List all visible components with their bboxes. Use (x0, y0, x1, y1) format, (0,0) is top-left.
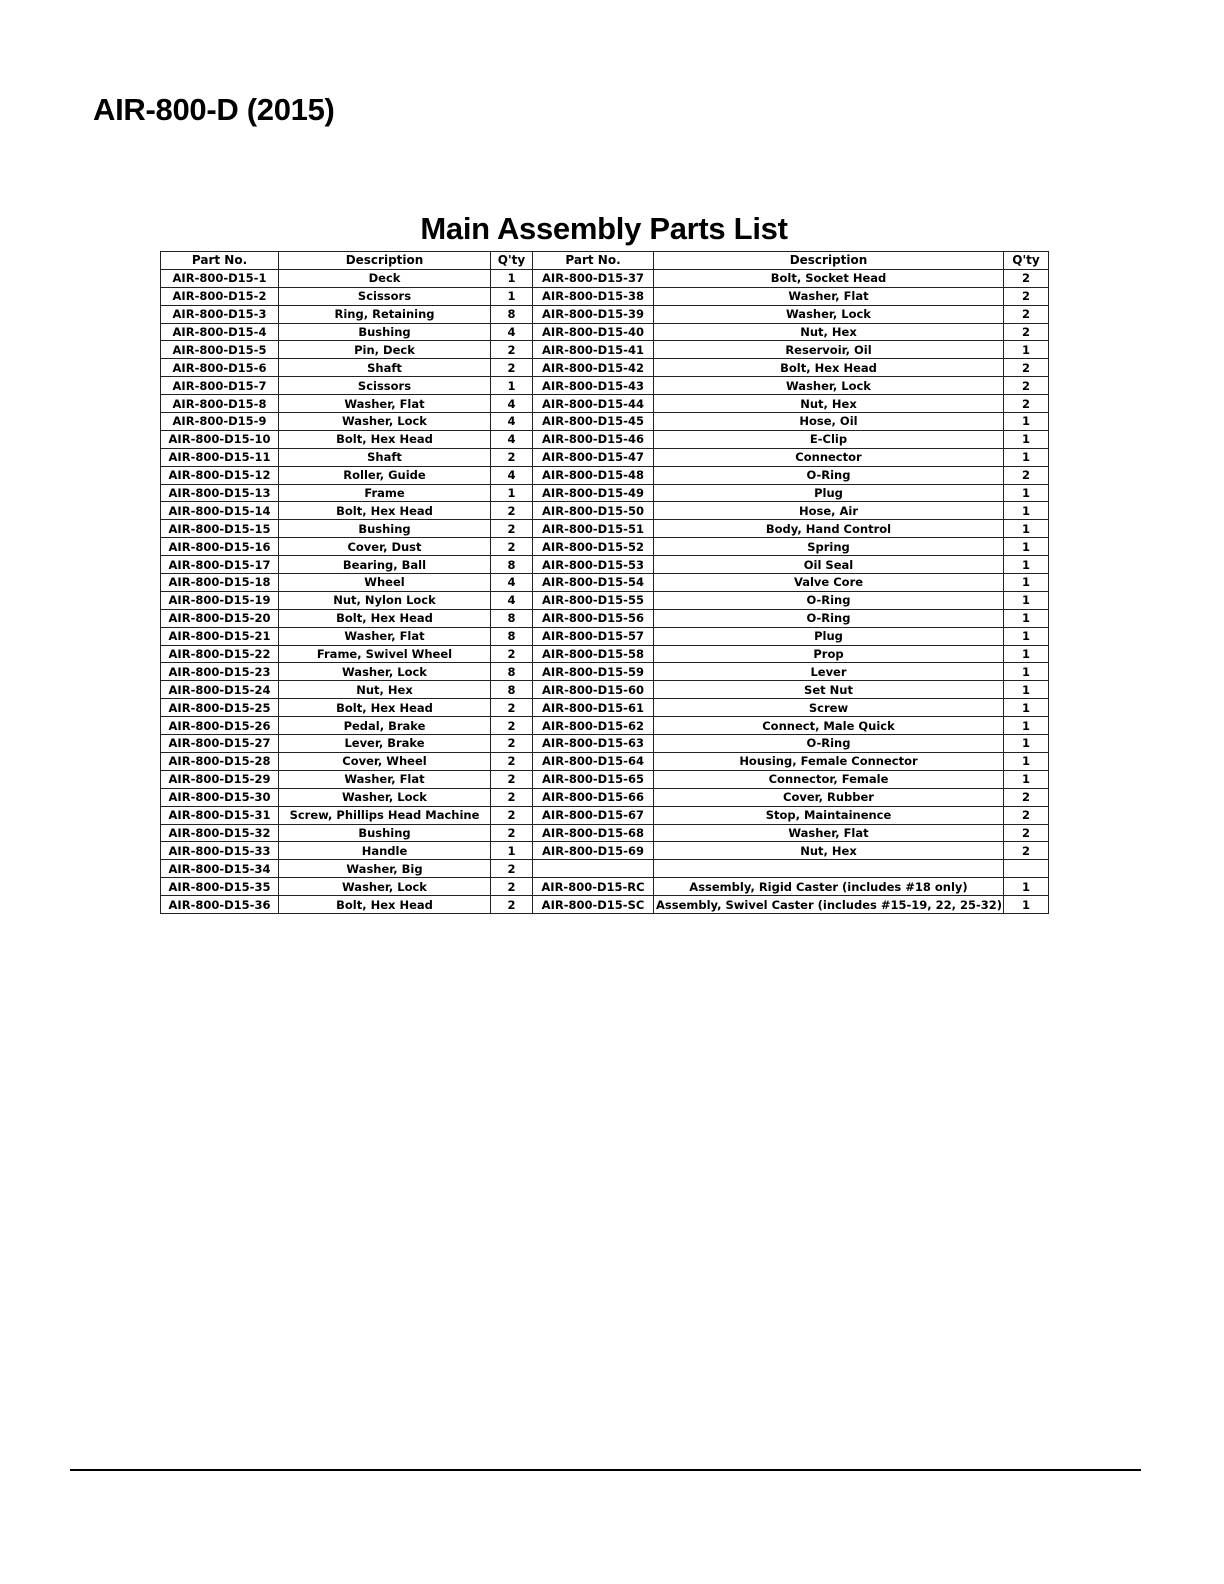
part-number-cell: AIR-800-D15-61 (533, 699, 654, 717)
quantity-cell: 1 (1004, 430, 1049, 448)
part-number-cell: AIR-800-D15-SC (533, 896, 654, 914)
quantity-cell: 2 (1004, 788, 1049, 806)
quantity-cell: 1 (1004, 717, 1049, 735)
description-cell: Oil Seal (654, 556, 1004, 574)
quantity-cell: 2 (1004, 305, 1049, 323)
description-cell: Nut, Hex (279, 681, 491, 699)
part-number-cell: AIR-800-D15-35 (161, 878, 279, 896)
table-row (161, 502, 1049, 520)
quantity-cell: 8 (491, 681, 533, 699)
quantity-cell: 2 (491, 699, 533, 717)
quantity-cell: 4 (491, 591, 533, 609)
header-description-2: Description (654, 252, 1004, 270)
quantity-cell: 1 (1004, 609, 1049, 627)
description-cell: Bushing (279, 824, 491, 842)
quantity-cell: 2 (1004, 287, 1049, 305)
description-cell: Scissors (279, 287, 491, 305)
description-cell: Spring (654, 538, 1004, 556)
description-cell: Valve Core (654, 574, 1004, 592)
description-cell: Plug (654, 627, 1004, 645)
part-number-cell: AIR-800-D15-2 (161, 287, 279, 305)
part-number-cell: AIR-800-D15-51 (533, 520, 654, 538)
description-cell: O-Ring (654, 591, 1004, 609)
quantity-cell: 1 (1004, 699, 1049, 717)
part-number-cell: AIR-800-D15-4 (161, 323, 279, 341)
description-cell: Frame, Swivel Wheel (279, 645, 491, 663)
part-number-cell: AIR-800-D15-68 (533, 824, 654, 842)
table-row (161, 717, 1049, 735)
table-row (161, 824, 1049, 842)
quantity-cell: 2 (491, 878, 533, 896)
quantity-cell: 1 (1004, 627, 1049, 645)
quantity-cell: 2 (1004, 466, 1049, 484)
quantity-cell: 2 (491, 717, 533, 735)
description-cell: Connector (654, 448, 1004, 466)
quantity-cell: 4 (491, 574, 533, 592)
description-cell (654, 860, 1004, 878)
description-cell: Lever (654, 663, 1004, 681)
part-number-cell: AIR-800-D15-40 (533, 323, 654, 341)
table-row (161, 484, 1049, 502)
quantity-cell: 2 (491, 502, 533, 520)
header-part-no-2: Part No. (533, 252, 654, 270)
description-cell: Assembly, Rigid Caster (includes #18 only) (654, 878, 1004, 896)
description-cell: Wheel (279, 574, 491, 592)
description-cell: O-Ring (654, 466, 1004, 484)
description-cell: Nut, Hex (654, 323, 1004, 341)
part-number-cell: AIR-800-D15-12 (161, 466, 279, 484)
table-row (161, 341, 1049, 359)
part-number-cell: AIR-800-D15-55 (533, 591, 654, 609)
table-row (161, 699, 1049, 717)
description-cell: Washer, Lock (279, 788, 491, 806)
quantity-cell: 2 (1004, 323, 1049, 341)
part-number-cell: AIR-800-D15-16 (161, 538, 279, 556)
part-number-cell: AIR-800-D15-44 (533, 395, 654, 413)
quantity-cell: 1 (1004, 752, 1049, 770)
description-cell: Washer, Flat (654, 287, 1004, 305)
description-cell: Nut, Hex (654, 842, 1004, 860)
table-row (161, 269, 1049, 287)
description-cell: Bolt, Socket Head (654, 269, 1004, 287)
quantity-cell: 4 (491, 395, 533, 413)
table-row (161, 806, 1049, 824)
description-cell: Stop, Maintainence (654, 806, 1004, 824)
table-row (161, 448, 1049, 466)
quantity-cell: 2 (491, 645, 533, 663)
description-cell: Housing, Female Connector (654, 752, 1004, 770)
quantity-cell: 1 (1004, 413, 1049, 431)
description-cell: Washer, Flat (279, 627, 491, 645)
part-number-cell: AIR-800-D15-28 (161, 752, 279, 770)
description-cell: Lever, Brake (279, 735, 491, 753)
description-cell: Body, Hand Control (654, 520, 1004, 538)
part-number-cell: AIR-800-D15-25 (161, 699, 279, 717)
part-number-cell: AIR-800-D15-9 (161, 413, 279, 431)
table-row (161, 323, 1049, 341)
parts-table (160, 251, 1049, 914)
part-number-cell: AIR-800-D15-31 (161, 806, 279, 824)
part-number-cell: AIR-800-D15-10 (161, 430, 279, 448)
quantity-cell: 2 (1004, 824, 1049, 842)
part-number-cell: AIR-800-D15-63 (533, 735, 654, 753)
part-number-cell: AIR-800-D15-57 (533, 627, 654, 645)
quantity-cell: 1 (491, 269, 533, 287)
quantity-cell: 1 (1004, 645, 1049, 663)
quantity-cell: 8 (491, 663, 533, 681)
description-cell: Reservoir, Oil (654, 341, 1004, 359)
description-cell: Ring, Retaining (279, 305, 491, 323)
part-number-cell: AIR-800-D15-13 (161, 484, 279, 502)
quantity-cell: 1 (1004, 770, 1049, 788)
quantity-cell: 2 (491, 752, 533, 770)
quantity-cell: 8 (491, 305, 533, 323)
description-cell: Scissors (279, 377, 491, 395)
part-number-cell: AIR-800-D15-69 (533, 842, 654, 860)
quantity-cell: 1 (1004, 896, 1049, 914)
quantity-cell: 1 (1004, 556, 1049, 574)
description-cell: Bolt, Hex Head (279, 502, 491, 520)
description-cell: Washer, Lock (279, 663, 491, 681)
table-row (161, 645, 1049, 663)
description-cell: Shaft (279, 359, 491, 377)
header-qty-2: Q'ty (1004, 252, 1049, 270)
table-row (161, 430, 1049, 448)
parts-table-body (161, 269, 1049, 913)
description-cell: O-Ring (654, 735, 1004, 753)
description-cell: E-Clip (654, 430, 1004, 448)
description-cell: Washer, Flat (279, 395, 491, 413)
part-number-cell: AIR-800-D15-59 (533, 663, 654, 681)
table-row (161, 681, 1049, 699)
table-row (161, 305, 1049, 323)
part-number-cell: AIR-800-D15-37 (533, 269, 654, 287)
description-cell: Screw, Phillips Head Machine (279, 806, 491, 824)
quantity-cell: 4 (491, 413, 533, 431)
quantity-cell: 8 (491, 609, 533, 627)
description-cell: Shaft (279, 448, 491, 466)
table-row (161, 842, 1049, 860)
part-number-cell: AIR-800-D15-22 (161, 645, 279, 663)
table-row (161, 591, 1049, 609)
table-row (161, 359, 1049, 377)
part-number-cell: AIR-800-D15-8 (161, 395, 279, 413)
part-number-cell: AIR-800-D15-18 (161, 574, 279, 592)
part-number-cell: AIR-800-D15-RC (533, 878, 654, 896)
part-number-cell: AIR-800-D15-62 (533, 717, 654, 735)
part-number-cell: AIR-800-D15-36 (161, 896, 279, 914)
description-cell: Washer, Lock (654, 305, 1004, 323)
table-row (161, 735, 1049, 753)
quantity-cell: 1 (491, 842, 533, 860)
part-number-cell: AIR-800-D15-29 (161, 770, 279, 788)
description-cell: Cover, Wheel (279, 752, 491, 770)
description-cell: Cover, Rubber (654, 788, 1004, 806)
description-cell: Washer, Flat (279, 770, 491, 788)
part-number-cell: AIR-800-D15-11 (161, 448, 279, 466)
quantity-cell: 1 (1004, 341, 1049, 359)
description-cell: Bolt, Hex Head (279, 430, 491, 448)
description-cell: Bushing (279, 323, 491, 341)
quantity-cell: 2 (491, 735, 533, 753)
header-qty: Q'ty (491, 252, 533, 270)
part-number-cell: AIR-800-D15-60 (533, 681, 654, 699)
part-number-cell: AIR-800-D15-41 (533, 341, 654, 359)
quantity-cell: 4 (491, 466, 533, 484)
part-number-cell: AIR-800-D15-21 (161, 627, 279, 645)
part-number-cell: AIR-800-D15-24 (161, 681, 279, 699)
description-cell: Washer, Lock (654, 377, 1004, 395)
table-row (161, 556, 1049, 574)
table-row (161, 860, 1049, 878)
table-row (161, 788, 1049, 806)
part-number-cell: AIR-800-D15-15 (161, 520, 279, 538)
table-row (161, 466, 1049, 484)
description-cell: O-Ring (654, 609, 1004, 627)
description-cell: Prop (654, 645, 1004, 663)
part-number-cell: AIR-800-D15-52 (533, 538, 654, 556)
document-title: AIR-800-D (2015) (93, 92, 335, 127)
table-title: Main Assembly Parts List (420, 211, 788, 246)
part-number-cell: AIR-800-D15-17 (161, 556, 279, 574)
description-cell: Roller, Guide (279, 466, 491, 484)
quantity-cell: 1 (1004, 681, 1049, 699)
part-number-cell: AIR-800-D15-65 (533, 770, 654, 788)
quantity-cell: 2 (1004, 806, 1049, 824)
description-cell: Nut, Hex (654, 395, 1004, 413)
part-number-cell: AIR-800-D15-3 (161, 305, 279, 323)
part-number-cell: AIR-800-D15-58 (533, 645, 654, 663)
part-number-cell: AIR-800-D15-6 (161, 359, 279, 377)
quantity-cell: 1 (1004, 574, 1049, 592)
table-row (161, 538, 1049, 556)
part-number-cell: AIR-800-D15-19 (161, 591, 279, 609)
part-number-cell: AIR-800-D15-33 (161, 842, 279, 860)
part-number-cell: AIR-800-D15-64 (533, 752, 654, 770)
description-cell: Cover, Dust (279, 538, 491, 556)
part-number-cell: AIR-800-D15-27 (161, 735, 279, 753)
part-number-cell: AIR-800-D15-26 (161, 717, 279, 735)
quantity-cell: 2 (491, 860, 533, 878)
description-cell: Bolt, Hex Head (279, 609, 491, 627)
description-cell: Hose, Air (654, 502, 1004, 520)
quantity-cell: 1 (1004, 538, 1049, 556)
table-row (161, 287, 1049, 305)
table-row (161, 663, 1049, 681)
part-number-cell: AIR-800-D15-56 (533, 609, 654, 627)
quantity-cell: 2 (491, 341, 533, 359)
part-number-cell: AIR-800-D15-38 (533, 287, 654, 305)
quantity-cell: 2 (491, 538, 533, 556)
quantity-cell: 1 (1004, 520, 1049, 538)
description-cell: Washer, Big (279, 860, 491, 878)
description-cell: Connect, Male Quick (654, 717, 1004, 735)
quantity-cell: 4 (491, 323, 533, 341)
table-row (161, 770, 1049, 788)
quantity-cell: 2 (491, 824, 533, 842)
quantity-cell: 1 (1004, 502, 1049, 520)
table-row (161, 413, 1049, 431)
footer-rule (70, 1469, 1141, 1471)
part-number-cell: AIR-800-D15-23 (161, 663, 279, 681)
description-cell: Connector, Female (654, 770, 1004, 788)
part-number-cell: AIR-800-D15-66 (533, 788, 654, 806)
part-number-cell: AIR-800-D15-20 (161, 609, 279, 627)
description-cell: Handle (279, 842, 491, 860)
header-row (161, 252, 1049, 270)
part-number-cell: AIR-800-D15-5 (161, 341, 279, 359)
description-cell: Deck (279, 269, 491, 287)
description-cell: Bolt, Hex Head (654, 359, 1004, 377)
description-cell: Pin, Deck (279, 341, 491, 359)
table-row (161, 395, 1049, 413)
part-number-cell: AIR-800-D15-45 (533, 413, 654, 431)
quantity-cell (1004, 860, 1049, 878)
quantity-cell: 2 (491, 896, 533, 914)
part-number-cell: AIR-800-D15-34 (161, 860, 279, 878)
table-row (161, 896, 1049, 914)
description-cell: Assembly, Swivel Caster (includes #15-19, 22, 25-32) (654, 896, 1004, 914)
part-number-cell: AIR-800-D15-53 (533, 556, 654, 574)
description-cell: Pedal, Brake (279, 717, 491, 735)
description-cell: Hose, Oil (654, 413, 1004, 431)
table-row (161, 878, 1049, 896)
quantity-cell: 1 (491, 287, 533, 305)
part-number-cell: AIR-800-D15-54 (533, 574, 654, 592)
part-number-cell (533, 860, 654, 878)
description-cell: Bolt, Hex Head (279, 896, 491, 914)
description-cell: Bolt, Hex Head (279, 699, 491, 717)
part-number-cell: AIR-800-D15-14 (161, 502, 279, 520)
quantity-cell: 2 (1004, 359, 1049, 377)
part-number-cell: AIR-800-D15-32 (161, 824, 279, 842)
table-row (161, 627, 1049, 645)
description-cell: Set Nut (654, 681, 1004, 699)
quantity-cell: 2 (1004, 269, 1049, 287)
quantity-cell: 2 (1004, 377, 1049, 395)
quantity-cell: 1 (1004, 448, 1049, 466)
table-row (161, 609, 1049, 627)
table-row (161, 377, 1049, 395)
part-number-cell: AIR-800-D15-39 (533, 305, 654, 323)
part-number-cell: AIR-800-D15-42 (533, 359, 654, 377)
quantity-cell: 1 (491, 484, 533, 502)
quantity-cell: 1 (1004, 591, 1049, 609)
quantity-cell: 2 (491, 788, 533, 806)
quantity-cell: 4 (491, 430, 533, 448)
part-number-cell: AIR-800-D15-1 (161, 269, 279, 287)
description-cell: Washer, Lock (279, 878, 491, 896)
part-number-cell: AIR-800-D15-47 (533, 448, 654, 466)
description-cell: Screw (654, 699, 1004, 717)
description-cell: Frame (279, 484, 491, 502)
quantity-cell: 2 (491, 448, 533, 466)
table-row (161, 752, 1049, 770)
quantity-cell: 2 (1004, 842, 1049, 860)
header-description: Description (279, 252, 491, 270)
quantity-cell: 2 (491, 770, 533, 788)
part-number-cell: AIR-800-D15-30 (161, 788, 279, 806)
part-number-cell: AIR-800-D15-46 (533, 430, 654, 448)
quantity-cell: 2 (1004, 395, 1049, 413)
quantity-cell: 2 (491, 806, 533, 824)
quantity-cell: 8 (491, 556, 533, 574)
header-part-no: Part No. (161, 252, 279, 270)
quantity-cell: 1 (491, 377, 533, 395)
quantity-cell: 2 (491, 520, 533, 538)
description-cell: Bushing (279, 520, 491, 538)
description-cell: Washer, Lock (279, 413, 491, 431)
description-cell: Nut, Nylon Lock (279, 591, 491, 609)
quantity-cell: 8 (491, 627, 533, 645)
quantity-cell: 1 (1004, 878, 1049, 896)
part-number-cell: AIR-800-D15-7 (161, 377, 279, 395)
table-row (161, 574, 1049, 592)
part-number-cell: AIR-800-D15-50 (533, 502, 654, 520)
description-cell: Plug (654, 484, 1004, 502)
part-number-cell: AIR-800-D15-43 (533, 377, 654, 395)
part-number-cell: AIR-800-D15-49 (533, 484, 654, 502)
part-number-cell: AIR-800-D15-67 (533, 806, 654, 824)
quantity-cell: 1 (1004, 663, 1049, 681)
quantity-cell: 1 (1004, 735, 1049, 753)
description-cell: Washer, Flat (654, 824, 1004, 842)
parts-table-header (161, 252, 1049, 270)
part-number-cell: AIR-800-D15-48 (533, 466, 654, 484)
quantity-cell: 1 (1004, 484, 1049, 502)
quantity-cell: 2 (491, 359, 533, 377)
table-row (161, 520, 1049, 538)
description-cell: Bearing, Ball (279, 556, 491, 574)
